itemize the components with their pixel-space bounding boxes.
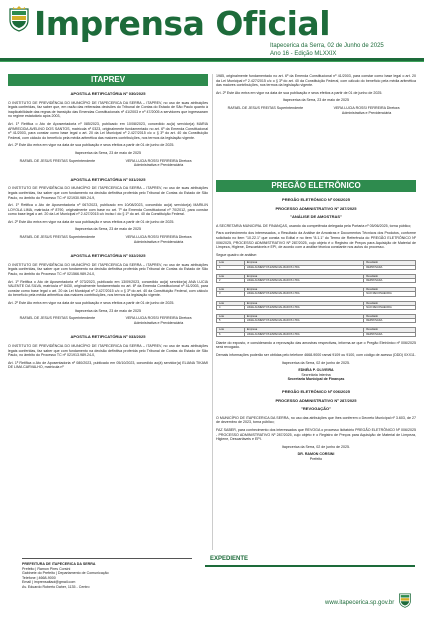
publication-info (270, 42, 384, 58)
pregao-number: PREGÃO ELETRÔNICO Nº 006/2025 (282, 197, 350, 202)
table-row (217, 332, 416, 336)
paragraph: O INSTITUTO DE PREVIDÊNCIA DO MUNICÍPIO DE ITAPECERICA DA SERRA – ITAPREV, no uso de suas atribuições legais conferidas, faz saber que com fundamento na decisão definitiva proferida pelo Tribunal de Contas do Estado de São Paulo, no âmbito do Processo TC nº 021566.989.24-0, (8, 262, 208, 277)
date-line: Itapecerica da Serra, 23 de maio de 2025 (282, 98, 350, 103)
table-cell: REPROVADA (364, 319, 416, 323)
table-header: Lote (217, 274, 245, 278)
signer: VERA LUCIA ROSSI FERREIRA Diretora Administrativa e Previdenciária (125, 316, 192, 325)
table-cell: NÃO RECONHECIDA (364, 292, 416, 296)
paragraph: O MUNICÍPIO DE ITAPECERICA DA SERRA, no uso das atribuições que lhes conferem o Decreto Municipal nº 3.603, de 27 de dezembro de 2023, torna público; (216, 415, 416, 425)
date-line: Itapecerica da Serra, 02 de junho de 2025. (281, 360, 351, 365)
result-table (216, 301, 416, 310)
process-number: PROCESSO ADMINISTRATIVO Nº 287/2025 (275, 205, 357, 211)
paragraph: 1985, originalmente fundamentado no art. 6º da Emenda Constitucional nº 41/2003, para constar como base legal o art. 20 da Lei Municipal nº 2.427/2015 c/c o § 3º do art. 40 da Constituição Federal, com cálculo do benefício pela média aritmética das maiores contribuições, nos termos da legislação vigente. (216, 74, 416, 88)
footer-line: Prefeito | Ramon Pires Corsini (22, 566, 71, 571)
apostila-031 (8, 178, 208, 245)
signer-role: Secretária Interina (301, 372, 331, 377)
paragraph: Diante do exposto, e considerando a reprovação das amostras respectivas, informa-se que o Pregão Eletrônico nº 006/2025 será revogado. (216, 340, 416, 350)
coat-of-arms-icon (8, 6, 30, 32)
date-line: Itapecerica da Serra, 02 de junho de 2025. (281, 444, 351, 449)
apostila-032 (8, 254, 208, 325)
result-table (216, 287, 416, 296)
table-cell: 3 (217, 292, 245, 296)
table-row (217, 278, 416, 282)
table-header: Resultado (364, 274, 416, 278)
footer-divider (22, 558, 192, 559)
apostila-heading: APOSTILA RETIFICATÓRIA Nº 031/2025 (70, 176, 146, 182)
table-header: Resultado (364, 301, 416, 305)
paragraph: Art. 1º Retifica o Ato de Aposentadoria nº 073/2023, publicado em 13/09/2023, concedido ao(à) servidor(a) ANA LUCIA VALENTE DA SILVA, matrícula nº 8430, originalmente fundamentado no art. 6º da Emenda Constitucional nº 41/2003, para constar como base legal o art. 20 da Lei Municipal nº 2.427/2015 c/c o § 3º do art. 40 da Constituição Federal, com cálculo do benefício pela média aritmética das maiores contribuições, nos termos da legislação vigente. (8, 279, 208, 298)
paragraph: O INSTITUTO DE PREVIDÊNCIA DO MUNICÍPIO DE ITAPECERICA DA SERRA – ITAPREV, no uso de suas atribuições legais conferidas, faz saber que com fundamento na decisão definitiva proferida pelo Tribunal de Contas do Estado de São Paulo, no âmbito do Processo TC nº 021930.989.24-9, (8, 186, 208, 200)
pregao-number: PREGÃO ELETRÔNICO Nº 006/2025 (282, 388, 350, 394)
table-header: Lote (217, 288, 245, 292)
table-cell: 6 (217, 332, 245, 336)
table-cell: 1 (217, 265, 245, 269)
apostila-heading: APOSTILA RETIFICATÓRIA Nº 030/2025 (70, 91, 146, 96)
table-header: Lote (217, 314, 245, 318)
coat-of-arms-icon (398, 592, 412, 608)
footer-line: Telefone | 4668-9000 (22, 575, 56, 580)
apostila-heading: APOSTILA RETIFICATÓRIA Nº 032/2025 (70, 253, 146, 259)
table-header: Resultado (364, 288, 416, 292)
paragraph: Art. 1º Retifica o Ato de Aposentadoria nº 080/2023, publicado em 05/10/2023, concedido ao(à) servidor(a) ELIANA TIKAMI DE LIMA CARVALHO, matrícula nº (8, 360, 208, 370)
signer-name: EDNÉIA P. OLIVEIRA (298, 368, 334, 373)
signatures (16, 159, 200, 168)
signer: VERA LUCIA ROSSI FERREIRA Diretora Administrativa e Previdenciária (125, 158, 192, 168)
table-header: Resultado (364, 261, 416, 265)
apostila-heading: APOSTILA RETIFICATÓRIA Nº 033/2025 (70, 334, 146, 340)
paragraph: Demais informações poderão ser obtidas pelo telefone 4668-9000 ramal 9109 ou 9100, com código de acesso (DDD) 0XX11. (216, 352, 416, 357)
footer-line: Email | imprensaitaoi@gmail.com (22, 580, 76, 585)
table-cell: 4 (217, 305, 245, 309)
page-title: Imprensa Oficial (34, 4, 331, 43)
table-row (217, 305, 416, 309)
table-header: Empresa (244, 314, 363, 318)
paragraph: Art. 2º Este Ato entra em vigor na data de sua publicação e seus efeitos a partir de 01 de junho de 2025. (216, 90, 383, 95)
table-cell: HIGIE ALIMENTOS ESPECIALIZADOS LTDA (244, 332, 363, 336)
apostila-033 (8, 335, 208, 370)
table-header: Empresa (244, 301, 363, 305)
table-row (217, 265, 416, 269)
date-line: Itapecerica da Serra, 23 de maio de 2025 (74, 308, 142, 313)
table-row (217, 319, 416, 323)
table-header: Resultado (364, 328, 416, 332)
paragraph: Art. 1º Retifica o Ato de Aposentadoria nº 085/2023, publicado em 10/08/2023, concedido ao(à) servidor(a) MARIA APARECIDA AVELINO DOS SANTOS, matrícula nº 0323, originalmente fundamentado no art. 6º da Emenda Constitucional nº 41/2003, para constar como base legal o art. 20 da Lei Municipal nº 2.427/2015 c/c o § 3º do art. 40 da Constituição Federal, com cálculo do benefício pela média aritmética das maiores contribuições, nos termos da legislação vigente. (8, 121, 208, 140)
table-header: Lote (217, 328, 245, 332)
signer: RAFAEL DE JESUS FREITAS Superintendente (227, 105, 304, 110)
footer (0, 556, 424, 618)
table-cell: HIGIE ALIMENTOS ESPECIALIZADOS LTDA (244, 278, 363, 282)
paragraph: Art. 2º Este Ato entra em vigor na data de sua publicação e seus efeitos a partir de 01 de junho de 2025. (8, 143, 175, 148)
column-divider (212, 74, 213, 550)
table-cell: 2 (217, 278, 245, 282)
signer-name: DR. RAMON CORSINI (297, 452, 335, 457)
footer-line: PREFEITURA DE ITAPECERICA DA SERRA (22, 562, 96, 566)
pregao-subject: "ANÁLISE DE AMOSTRAS" (290, 214, 342, 220)
signer-department: Secretaria Municipal de Finanças (287, 377, 345, 382)
pregao-section (216, 198, 416, 461)
publication-date: Itapecerica da Serra, 02 de Junho de 2025 (270, 43, 384, 49)
paragraph: Art. 1º Retifica o Ato de Aposentadoria nº 067/2023, publicado em 10/08/2023, concedido ao(à) servidor(a) MARILIN LOYOLA LIMA, matrícula nº 8790, originalmente com base no art. 7º da Emenda Constitucional nº 70/2012, para constar como base legal o art. 20 da Lei Municipal nº 2.427/2015 c/c inciso I do § 1º do art. 40 da Constituição Federal. (8, 203, 208, 217)
left-column (8, 92, 208, 373)
table-cell: REPROVADA (364, 265, 416, 269)
paragraph: Para conhecimento dos interessados, o Resultado da Análise de Amostras e Documentos Técnicos dos Produtos, conforme solicitado no item "10.22.1" que consta no Edital e no item "8.1.1" do Termo de Referência do PREGÃO ELETRÔNICO Nº 006/2025, PROCESSO ADMINISTRATIVO Nº 287/2025, cujo objeto é o Registro de Preços para Aquisição de Material de Limpeza, Higiene, Descartáveis e EPI, de acordo com a análise técnica constante nos autos do processo. (216, 231, 416, 250)
expediente-rule (205, 565, 415, 567)
result-table (216, 260, 416, 269)
result-table (216, 314, 416, 323)
masthead (0, 0, 424, 64)
table-header: Lote (217, 301, 245, 305)
table-cell: 5 (217, 319, 245, 323)
right-column-top (216, 74, 416, 121)
paragraph: FAZ SABER, para conhecimento dos interessados que REVOGA o processo licitatório PREGÃO ELETRÔNICO Nº 006/2025 - PROCESSO ADMINISTRATIVO Nº 287/2025, cujo objeto é o Registro de Preços para Aquisição de Material de Limpeza, Higiene, Descartáveis e EPI. (216, 427, 416, 442)
expediente-label: EXPEDIENTE (210, 556, 249, 562)
section-header-pregao: PREGÃO ELETRÔNICO (216, 180, 416, 192)
table-header: Empresa (244, 288, 363, 292)
result-table (216, 274, 416, 283)
analysis-tables (216, 260, 416, 336)
paragraph: Art. 2º Este Ato entra em vigor na data de sua publicação e seus efeitos a partir de 01 de junho de 2025. (8, 301, 175, 305)
result-table (216, 327, 416, 336)
signer: VERA LUCIA ROSSI FERREIRA Diretora Administrativa e Previdenciária (333, 105, 400, 115)
table-cell: HIGIE ALIMENTOS ESPECIALIZADOS LTDA (244, 265, 363, 269)
website-link[interactable]: www.itapecerica.sp.gov.br (325, 600, 395, 606)
footer-contacts (22, 562, 109, 590)
table-cell: REPROVADA (364, 332, 416, 336)
date-line: Itapecerica da Serra, 23 de maio de 2025 (74, 150, 142, 155)
paragraph: O INSTITUTO DE PREVIDÊNCIA DO MUNICÍPIO DE ITAPECERICA DA SERRA – ITAPREV, no uso de suas atribuições legais conferidas, faz saber que, em razão das reiteradas decisões do Tribunal de Contas do Estado de São Paulo quanto à inaplicabilidade das regras de transição das Emendas Constitucionais nº 41/2003 e nº 47/2005 a servidores que ingressaram no regime estatutário após 2003, (8, 100, 208, 119)
table-header: Resultado (364, 314, 416, 318)
paragraph: Segue quadro de análise: (216, 252, 257, 257)
revogacao-subject: "REVOGAÇÃO" (300, 406, 332, 412)
table-cell: REPROVADA (364, 278, 416, 282)
edition-number: Ano 16 - Edição MLXXIX (270, 51, 337, 57)
footer-line: Gabinete do Prefeito | Departamento de Comunicação (22, 571, 109, 576)
paragraph: Art. 2º Este Ato entra em vigor na data de sua publicação e seus efeitos a partir de 01 de junho de 2025. (8, 219, 175, 224)
signatures (16, 316, 200, 325)
table-cell: NÃO RECONHECIDA (364, 305, 416, 309)
table-header: Empresa (244, 328, 363, 332)
table-header: Empresa (244, 261, 363, 265)
paragraph: A SECRETARIA MUNICIPAL DE FINANÇAS, usando da competência delegada pela Portaria nº 05/06/2025, torna público; (216, 223, 412, 228)
signatures (224, 106, 408, 115)
header-rule-accent (0, 61, 424, 62)
table-header: Empresa (244, 274, 363, 278)
signer-role: Prefeito (309, 456, 323, 461)
process-number: PROCESSO ADMINISTRATIVO Nº 287/2025 (275, 397, 357, 403)
signer: RAFAEL DE JESUS FREITAS Superintendente (19, 158, 96, 163)
table-cell: HIGIE ALIMENTOS ESPECIALIZADOS LTDA (244, 319, 363, 323)
table-cell: HIGIE ALIMENTOS ESPECIALIZADOS LTDA (244, 292, 363, 296)
table-row (217, 292, 416, 296)
date-line: Itapecerica da Serra, 23 de maio de 2025 (74, 227, 142, 232)
signer: VERA LUCIA ROSSI FERREIRA Diretora Administrativa e Previdenciária (125, 235, 192, 244)
footer-line: Av. Eduardo Roberto Daher, 1135 - Centro (22, 584, 90, 589)
paragraph: O INSTITUTO DE PREVIDÊNCIA DO MUNICÍPIO DE ITAPECERICA DA SERRA – ITAPREV, no uso de suas atribuições legais conferidas, faz saber que com fundamento na decisão definitiva proferida pelo Tribunal de Contas do Estado de São Paulo, no âmbito do Processo TC nº 021913.989.24-0, (8, 343, 208, 358)
signer: RAFAEL DE JESUS FREITAS Superintendente (19, 316, 96, 321)
table-cell: HIGIE ALIMENTOS ESPECIALIZADOS LTDA (244, 305, 363, 309)
table-header: Lote (217, 261, 245, 265)
signer: RAFAEL DE JESUS FREITAS Superintendente (19, 235, 96, 240)
section-header-itaprev: ITAPREV (8, 74, 208, 86)
apostila-030 (8, 92, 208, 168)
signatures (16, 235, 200, 244)
